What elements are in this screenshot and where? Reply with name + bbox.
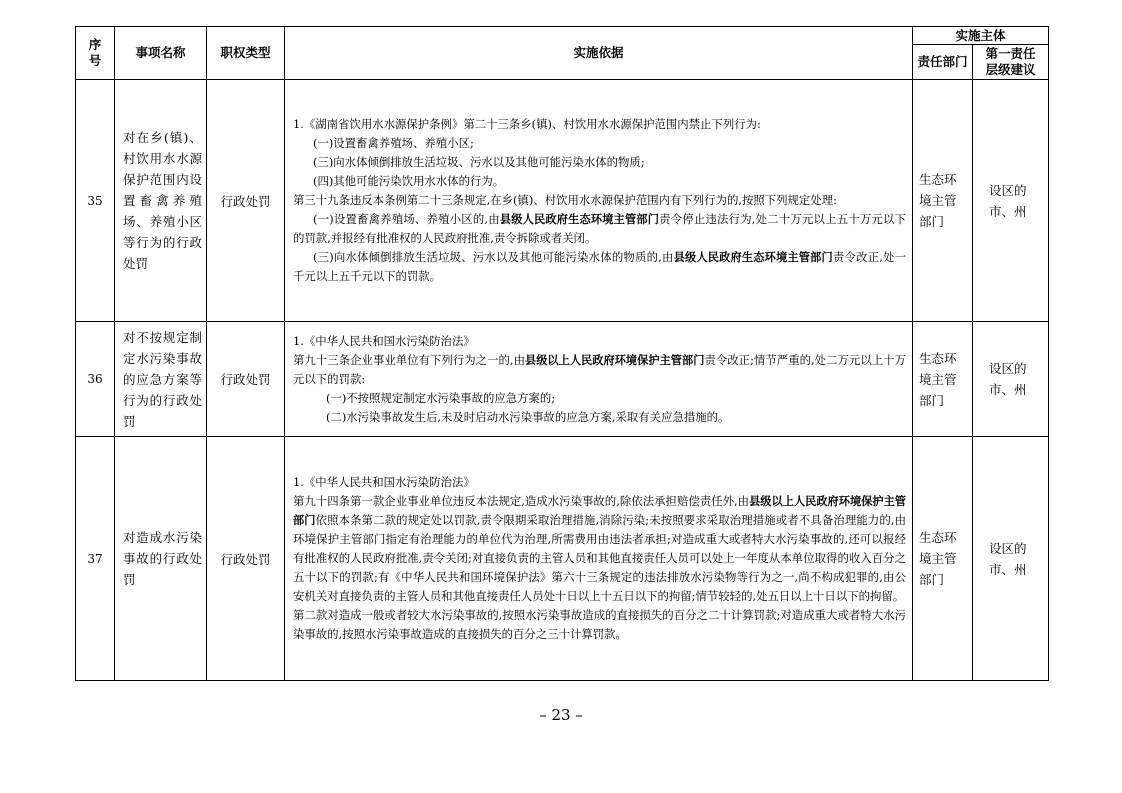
header-level: 第一责任 层级建议 (973, 45, 1049, 80)
basis-text: (一)设置畜禽养殖场、养殖小区的,由 (313, 212, 500, 226)
table-row (76, 322, 1049, 437)
row-dept: 生态环境主管部门 (913, 322, 973, 437)
row-type: 行政处罚 (207, 437, 285, 681)
basis-paragraph (293, 351, 906, 389)
header-index: 序 号 (76, 27, 115, 80)
row-level: 设区的市、州 (973, 322, 1049, 437)
basis-text: 责令改正,处一千元以上五千元以下的罚款。 (293, 250, 906, 283)
basis-text: 责令改正;情节严重的,处二万元以上十万元以下的罚款: (293, 352, 906, 386)
basis-text: 第九十四条第一款企业事业单位违反本法规定,造成水污染事故的,除依法承担赔偿责任外,由 (293, 494, 750, 508)
row-level: 设区的市、州 (973, 80, 1049, 322)
header-basis: 实施依据 (285, 27, 913, 80)
basis-paragraph (293, 134, 906, 153)
row-basis (285, 437, 913, 681)
responsible-authority-highlight: 县级以上人民政府环境保护主管部门 (293, 495, 906, 527)
basis-text: 责令停止违法行为,处二十万元以上五十万元以下的罚款,并报经有批准权的人民政府批准,责令拆除或者关闭。 (293, 212, 906, 245)
basis-paragraph (293, 248, 906, 286)
basis-paragraph (293, 191, 906, 210)
row-type: 行政处罚 (207, 80, 285, 322)
basis-text: 第三十九条违反本条例第二十三条规定,在乡(镇)、村饮用水水源保护范围内有下列行为的,按照下列规定处理: (293, 193, 837, 207)
header-name: 事项名称 (115, 27, 207, 80)
row-name: 对在乡(镇)、村饮用水水源保护范围内设置畜禽养殖场、养殖小区等行为的行政处罚 (115, 80, 207, 322)
row-index: 36 (76, 322, 115, 437)
basis-paragraph (293, 332, 906, 351)
basis-text: (三)向水体倾倒排放生活垃圾、污水以及其他可能污染水体的物质的,由 (313, 250, 674, 264)
responsible-authority-highlight: 县级人民政府生态环境主管部门 (499, 213, 660, 226)
basis-paragraph (293, 389, 906, 408)
regulation-table (75, 26, 1049, 681)
basis-text: 1.《湖南省饮用水水源保护条例》第二十三条乡(镇)、村饮用水水源保护范围内禁止下列行为: (293, 117, 761, 131)
header-type: 职权类型 (207, 27, 285, 80)
basis-paragraph (293, 172, 906, 191)
basis-paragraph (293, 153, 906, 172)
row-index: 35 (76, 80, 115, 322)
row-level: 设区的市、州 (973, 437, 1049, 681)
responsible-authority-highlight: 县级人民政府生态环境主管部门 (673, 251, 833, 264)
basis-paragraph (293, 606, 906, 644)
basis-paragraph (293, 408, 906, 427)
header-dept: 责任部门 (913, 45, 973, 80)
basis-paragraph (293, 115, 906, 134)
basis-paragraph (293, 210, 906, 248)
basis-text: (一)设置畜禽养殖场、养殖小区; (313, 136, 474, 150)
basis-text: (二)水污染事故发生后,未及时启动水污染事故的应急方案,采取有关应急措施的。 (326, 409, 730, 424)
row-basis (285, 322, 913, 437)
row-type: 行政处罚 (207, 322, 285, 437)
row-dept: 生态环境主管部门 (913, 80, 973, 322)
page-number: – 23 – (539, 706, 583, 724)
row-name: 对造成水污染事故的行政处罚 (115, 437, 207, 681)
table-row (76, 80, 1049, 322)
basis-text: (一)不按照规定制定水污染事故的应急方案的; (326, 390, 556, 405)
responsible-authority-highlight: 县级以上人民政府环境保护主管部门 (524, 353, 705, 367)
row-name: 对不按规定制定水污染事故的应急方案等行为的行政处罚 (115, 322, 207, 437)
basis-text: 第九十三条企业事业单位有下列行为之一的,由 (293, 352, 525, 367)
row-basis (285, 80, 913, 322)
basis-text: 1.《中华人民共和国水污染防治法》 (293, 475, 475, 489)
header-subject: 实施主体 (913, 27, 1049, 45)
basis-paragraph (293, 492, 906, 606)
basis-text: (四)其他可能污染饮用水水体的行为。 (313, 174, 505, 188)
basis-text: 依照本条第二款的规定处以罚款,责令限期采取治理措施,消除污染;未按照要求采取治理措施或者不具备治理能力的,由环境保护主管部门指定有治理能力的单位代为治理,所需费用由违法者承担;对造成重大或者特大水污染事故的,还可以报经有批准权的人民政府批准,责令关闭;对直接负责的主管人员和其他直接责任人员可以处上一年度从本单位取得的收入百分之五十以下的罚款;有《中华人民共和国环境保护法》第六十三条规定的违法排放水污染物等行为之一,尚不构成犯罪的,由公安机关对直接负责的主管人员和其他直接责任人员处十日以上十五日以下的拘留;情节较轻的,处五日以上十日以下的拘留。 (293, 513, 906, 603)
basis-text: 第二款对造成一般或者较大水污染事故的,按照水污染事故造成的直接损失的百分之二十计算罚款;对造成重大或者特大水污染事故的,按照水污染事故造成的直接损失的百分之三十计算罚款。 (293, 608, 906, 641)
row-index: 37 (76, 437, 115, 681)
table-row (76, 437, 1049, 681)
basis-text: (三)向水体倾倒排放生活垃圾、污水以及其他可能污染水体的物质; (313, 155, 645, 169)
basis-paragraph (293, 473, 906, 492)
row-dept: 生态环境主管部门 (913, 437, 973, 681)
basis-text: 1.《中华人民共和国水污染防治法》 (293, 333, 475, 348)
